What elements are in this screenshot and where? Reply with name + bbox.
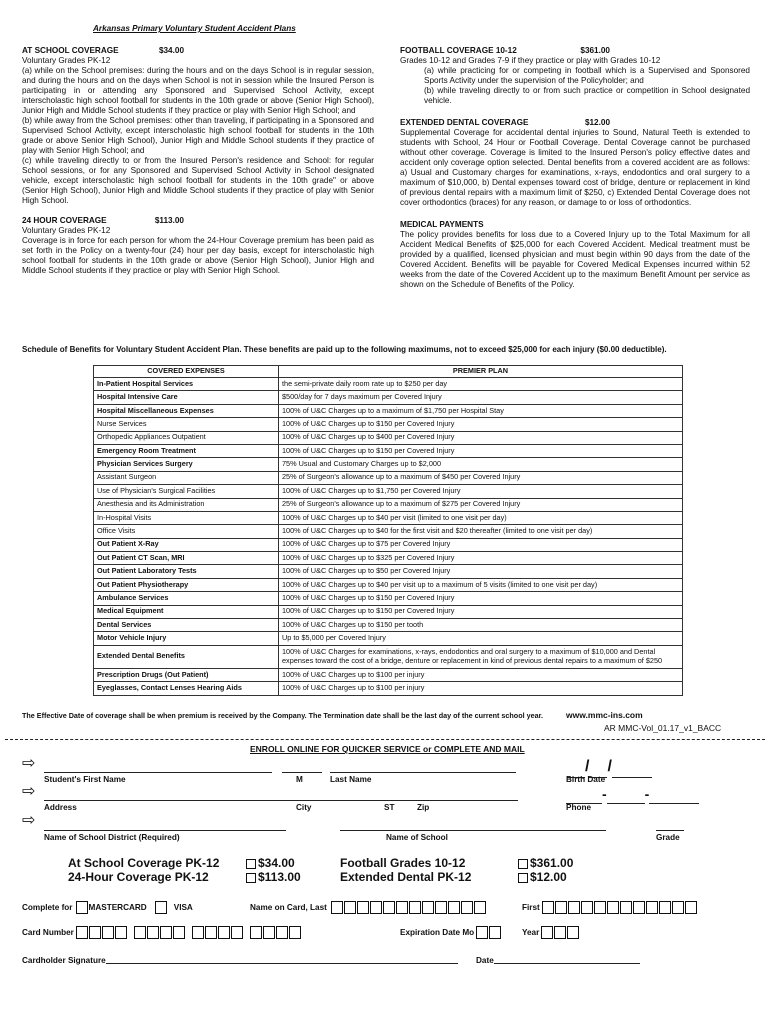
- covered-expense-cell: Nurse Services: [94, 418, 279, 431]
- dental-option-price: $12.00: [530, 869, 567, 884]
- covered-expense-cell: Hospital Intensive Care: [94, 391, 279, 404]
- school-coverage-sub: Voluntary Grades PK-12: [22, 56, 111, 65]
- card-last-name-boxes[interactable]: [331, 901, 487, 914]
- exp-year-row: [522, 926, 580, 939]
- grade-field[interactable]: [656, 830, 684, 831]
- covered-expense-cell: Out Patient CT Scan, MRI: [94, 552, 279, 565]
- table-row: [94, 498, 683, 511]
- covered-expense-cell: Motor Vehicle Injury: [94, 632, 279, 645]
- table-header-expenses: COVERED EXPENSES: [94, 366, 279, 378]
- payment-type-row: [22, 901, 193, 914]
- signature-label: Cardholder Signature: [22, 956, 106, 965]
- signature-date-label: Date: [476, 956, 494, 965]
- character-box[interactable]: [461, 901, 473, 914]
- character-box[interactable]: [173, 926, 185, 939]
- first-name-field[interactable]: [44, 772, 272, 773]
- first-name-label: Student's First Name: [44, 775, 126, 784]
- plan-value-cell: Up to $5,000 per Covered Injury: [279, 632, 683, 645]
- covered-expense-cell: Office Visits: [94, 525, 279, 538]
- coverage-options-left: [68, 857, 219, 885]
- character-box[interactable]: [115, 926, 127, 939]
- character-box[interactable]: [685, 901, 697, 914]
- hour24-section: [22, 216, 374, 276]
- signature-row: [22, 956, 458, 966]
- plan-value-cell: 100% of U&C Charges up to $50 per Covered Injury: [279, 565, 683, 578]
- middle-initial-field[interactable]: [282, 772, 322, 773]
- left-column: [22, 46, 374, 282]
- middle-label: M: [296, 775, 303, 784]
- dental-price: $12.00: [584, 118, 610, 127]
- covered-expense-cell: Physician Services Surgery: [94, 458, 279, 471]
- character-box[interactable]: [607, 901, 619, 914]
- city-label: City: [296, 803, 312, 812]
- character-box[interactable]: [89, 926, 101, 939]
- plan-value-cell: 100% of U&C Charges up to $150 per Covered Injury: [279, 444, 683, 457]
- plan-value-cell: 100% of U&C Charges up to $400 per Covered Injury: [279, 431, 683, 444]
- table-row: [94, 391, 683, 404]
- plan-value-cell: 100% of U&C Charges up to $150 per Covered Injury: [279, 418, 683, 431]
- last-name-field[interactable]: [330, 772, 516, 773]
- character-box[interactable]: [231, 926, 243, 939]
- plan-value-cell: 100% of U&C Charges up to a maximum of $1,750 per Hospital Stay: [279, 404, 683, 417]
- table-row: [94, 471, 683, 484]
- table-row: [94, 538, 683, 551]
- mastercard-label: MASTERCARD: [88, 902, 147, 912]
- character-box[interactable]: [263, 926, 275, 939]
- covered-expense-cell: Out Patient Laboratory Tests: [94, 565, 279, 578]
- character-box[interactable]: [147, 926, 159, 939]
- covered-expense-cell: Out Patient Physiotherapy: [94, 578, 279, 591]
- plan-value-cell: 100% of U&C Charges up to $150 per tooth: [279, 619, 683, 632]
- benefits-table: [93, 365, 683, 696]
- covered-expense-cell: Extended Dental Benefits: [94, 645, 279, 668]
- cut-line: [5, 739, 765, 740]
- character-box[interactable]: [435, 901, 447, 914]
- school-option-checkbox[interactable]: [246, 859, 256, 869]
- date-separator: /: [607, 758, 612, 775]
- signature-field[interactable]: [106, 963, 458, 964]
- medical-heading: MEDICAL PAYMENTS: [400, 220, 484, 229]
- covered-expense-cell: Ambulance Services: [94, 592, 279, 605]
- character-box[interactable]: [646, 901, 658, 914]
- character-box[interactable]: [620, 901, 632, 914]
- table-row: [94, 525, 683, 538]
- character-box[interactable]: [76, 926, 88, 939]
- covered-expense-cell: Emergency Room Treatment: [94, 444, 279, 457]
- table-row: [94, 458, 683, 471]
- arrow-icon: ⇨: [22, 755, 36, 772]
- phone-separator: -: [644, 786, 650, 802]
- character-box[interactable]: [672, 901, 684, 914]
- school-name-field[interactable]: [340, 830, 606, 831]
- covered-expense-cell: Assistant Surgeon: [94, 471, 279, 484]
- character-box[interactable]: [542, 901, 554, 914]
- plan-value-cell: 100% of U&C Charges for examinations, x-rays, endodontics and oral surgery to a maximum of $10,000 and Dental expenses toward the cost of a bridge, denture or replacement in kind of previous dental repairs to a maximum of $250: [279, 645, 683, 668]
- character-box[interactable]: [289, 926, 301, 939]
- table-header-plan: PREMIER PLAN: [279, 366, 683, 378]
- district-field[interactable]: [44, 830, 286, 831]
- card-first-name-row: [522, 901, 698, 914]
- exp-year-box[interactable]: [554, 926, 566, 939]
- football-heading: FOOTBALL COVERAGE 10-12: [400, 46, 517, 55]
- plan-value-cell: 100% of U&C Charges up to $75 per Covered Injury: [279, 538, 683, 551]
- hour24-price: $113.00: [154, 216, 184, 225]
- exp-year-box[interactable]: [541, 926, 553, 939]
- effective-note: The Effective Date of coverage shall be when premium is received by the Company. The Termination date shall be the last day of the current school year.: [22, 711, 543, 720]
- benefits-table-body: [94, 378, 683, 696]
- table-row: [94, 668, 683, 681]
- dental-option-checkbox[interactable]: [518, 873, 528, 883]
- card-name-row: [250, 901, 487, 914]
- table-row: [94, 619, 683, 632]
- hour24-sub: Voluntary Grades PK-12: [22, 226, 111, 235]
- plan-value-cell: 100% of U&C Charges up to $325 per Covered Injury: [279, 552, 683, 565]
- hour-option-price: $113.00: [258, 869, 301, 884]
- visa-label: VISA: [173, 902, 193, 912]
- dental-option-label: Extended Dental PK-12: [340, 869, 472, 884]
- covered-expense-cell: Anesthesia and its Administration: [94, 498, 279, 511]
- school-coverage-section: [22, 46, 374, 206]
- table-row: [94, 592, 683, 605]
- plan-value-cell: 100% of U&C Charges up to $40 per visit up to a maximum of 5 visits (limited to one visit per day): [279, 578, 683, 591]
- plan-value-cell: 100% of U&C Charges up to $1,750 per Covered Injury: [279, 485, 683, 498]
- character-box[interactable]: [370, 901, 382, 914]
- school-coverage-b: (b) while away from the School premises: other than traveling, if participating in a Sponsored and Supervised School Activity, except interscholastic high school football for students in the 10th grade or above Senior High School), Junior High and Middle School students if they practice of play with Senior High School; and: [22, 116, 374, 155]
- plan-value-cell: 100% of U&C Charges up to $100 per injury: [279, 682, 683, 695]
- character-box[interactable]: [594, 901, 606, 914]
- covered-expense-cell: Use of Physician's Surgical Facilities: [94, 485, 279, 498]
- character-box[interactable]: [134, 926, 146, 939]
- exp-year-label: Year: [522, 927, 540, 937]
- card-number-row: [22, 926, 302, 939]
- covered-expense-cell: In-Patient Hospital Services: [94, 378, 279, 391]
- plan-value-cell: 100% of U&C Charges up to $40 for the first visit and $20 thereafter (limited to one visit per day): [279, 525, 683, 538]
- covered-expense-cell: Hospital Miscellaneous Expenses: [94, 404, 279, 417]
- exp-month-box[interactable]: [476, 926, 488, 939]
- right-column: [400, 46, 750, 296]
- card-first-name-label: First: [522, 902, 540, 912]
- table-row: [94, 578, 683, 591]
- table-row: [94, 378, 683, 391]
- covered-expense-cell: Dental Services: [94, 619, 279, 632]
- hour-option-label: 24-Hour Coverage PK-12: [68, 869, 209, 884]
- school-option-label: At School Coverage PK-12: [68, 856, 220, 870]
- medical-section: [400, 220, 750, 290]
- football-sub: Grades 10-12 and Grades 7-9 if they practice or play with Grades 10-12: [400, 56, 661, 65]
- address-label: Address: [44, 803, 77, 812]
- character-box[interactable]: [102, 926, 114, 939]
- mastercard-checkbox[interactable]: [76, 901, 88, 914]
- table-row: [94, 632, 683, 645]
- visa-checkbox[interactable]: [155, 901, 167, 914]
- district-label: Name of School District (Required): [44, 833, 180, 842]
- football-b: (b) while traveling directly to or from such practice or competition in School designated vehicle.: [424, 86, 750, 105]
- character-box[interactable]: [160, 926, 172, 939]
- grade-label: Grade: [656, 833, 680, 842]
- signature-date-field[interactable]: [494, 963, 640, 964]
- table-row: [94, 682, 683, 695]
- school-option-price: $34.00: [258, 856, 295, 870]
- last-name-label: Last Name: [330, 775, 372, 784]
- school-name-label: Name of School: [386, 833, 448, 842]
- document-title: Arkansas Primary Voluntary Student Accident Plans: [93, 24, 296, 33]
- character-box[interactable]: [192, 926, 204, 939]
- table-row: [94, 431, 683, 444]
- dental-section: [400, 118, 750, 208]
- arrow-icon: ⇨: [22, 812, 36, 829]
- table-row: [94, 511, 683, 524]
- enroll-heading: ENROLL ONLINE FOR QUICKER SERVICE or COMPLETE AND MAIL: [250, 744, 525, 754]
- school-coverage-heading: AT SCHOOL COVERAGE: [22, 46, 119, 55]
- plan-value-cell: $500/day for 7 days maximum per Covered Injury: [279, 391, 683, 404]
- table-row: [94, 605, 683, 618]
- covered-expense-cell: Orthopedic Appliances Outpatient: [94, 431, 279, 444]
- character-box[interactable]: [409, 901, 421, 914]
- zip-label: Zip: [417, 803, 430, 812]
- character-box[interactable]: [205, 926, 217, 939]
- character-box[interactable]: [633, 901, 645, 914]
- covered-expense-cell: Eyeglasses, Contact Lenses Hearing Aids: [94, 682, 279, 695]
- coverage-prices-right: [518, 857, 573, 885]
- plan-value-cell: 100% of U&C Charges up to $100 per injury: [279, 668, 683, 681]
- address-field[interactable]: [44, 800, 518, 801]
- table-row: [94, 552, 683, 565]
- character-box[interactable]: [568, 901, 580, 914]
- character-box[interactable]: [250, 926, 262, 939]
- birth-date-label: Birth Date: [566, 775, 606, 784]
- phone-label: Phone: [566, 803, 592, 812]
- character-box[interactable]: [422, 901, 434, 914]
- school-coverage-price: $34.00: [158, 46, 184, 55]
- character-box[interactable]: [218, 926, 230, 939]
- table-row: [94, 444, 683, 457]
- football-option-price: $361.00: [530, 856, 574, 870]
- expiration-label: Expiration Date Mo: [400, 927, 475, 937]
- covered-expense-cell: Medical Equipment: [94, 605, 279, 618]
- coverage-prices-left: [246, 857, 301, 885]
- plan-value-cell: the semi-private daily room rate up to $250 per day: [279, 378, 683, 391]
- character-box[interactable]: [276, 926, 288, 939]
- medical-body: The policy provides benefits for loss due to a Covered Injury up to the Total Maximum for all Accident Medical Benefits of $25,000 for each Covered Accident. Medical treatment must be provided by a qualified, licensed physician and must begin within 90 days from the date of the Covered Accident. Benefits will be payable for Covered Medical Expenses incurred within 52 weeks from the date of the Covered Accident up to the maximum Benefit Amount per service as shown on the Schedule of Benefits of the Policy.: [400, 230, 750, 289]
- phone-field[interactable]: [566, 786, 699, 804]
- character-box[interactable]: [581, 901, 593, 914]
- character-box[interactable]: [474, 901, 486, 914]
- form-code: AR MMC-Vol_01.17_v1_BACC: [604, 723, 722, 733]
- table-row: [94, 565, 683, 578]
- character-box[interactable]: [448, 901, 460, 914]
- state-label: ST: [384, 803, 395, 812]
- covered-expense-cell: In-Hospital Visits: [94, 511, 279, 524]
- exp-year-box[interactable]: [567, 926, 579, 939]
- plan-value-cell: 100% of U&C Charges up to $150 per Covered Injury: [279, 605, 683, 618]
- exp-month-box[interactable]: [489, 926, 501, 939]
- covered-expense-cell: Out Patient X-Ray: [94, 538, 279, 551]
- arrow-icon: ⇨: [22, 783, 36, 800]
- dental-heading: EXTENDED DENTAL COVERAGE: [400, 118, 529, 127]
- schedule-heading: Schedule of Benefits for Voluntary Student Accident Plan. These benefits are paid up to the following maximums, not to exceed $25,000 for each injury ($0.00 deductible).: [22, 345, 667, 354]
- character-box[interactable]: [383, 901, 395, 914]
- plan-value-cell: 25% of Surgeon's allowance up to a maximum of $450 per Covered Injury: [279, 471, 683, 484]
- complete-for-label: Complete for: [22, 902, 73, 912]
- character-box[interactable]: [357, 901, 369, 914]
- card-last-name-label: Name on Card, Last: [250, 902, 327, 912]
- phone-separator: -: [602, 786, 607, 802]
- expiration-row: [400, 926, 502, 939]
- football-section: [400, 46, 750, 106]
- website-link[interactable]: www.mmc-ins.com: [566, 710, 643, 720]
- table-row: [94, 418, 683, 431]
- school-coverage-c: (c) while traveling directly to or from the Insured Person's residence and School: for regular School sessions, or for any Sponsored and Supervised School Activity in School designated vehicle, except interscholastic high school football for students in the 10th grade" or above (Senior High School), Junior High and Middle School students if they practice of play with Senior High School.: [22, 156, 374, 205]
- date-separator: /: [585, 758, 590, 775]
- table-row: [94, 485, 683, 498]
- football-option-label: Football Grades 10-12: [340, 856, 466, 870]
- football-option-checkbox[interactable]: [518, 859, 528, 869]
- hour24-heading: 24 HOUR COVERAGE: [22, 216, 107, 225]
- hour24-body: Coverage is in force for each person for whom the 24-Hour Coverage premium has been paid as set forth in the Policy on a twenty-four (24) hour per day basis, except for interscholastic high school football for students in the 10th grade or above (Senior High School), Junior High and Middle School students if they practice or play with Senior High School.: [22, 236, 374, 275]
- coverage-options-right: [340, 857, 471, 885]
- plan-value-cell: 100% of U&C Charges up to $150 per Covered Injury: [279, 592, 683, 605]
- date-row: [476, 956, 640, 966]
- covered-expense-cell: Prescription Drugs (Out Patient): [94, 668, 279, 681]
- character-box[interactable]: [344, 901, 356, 914]
- card-number-boxes[interactable]: [76, 926, 302, 939]
- character-box[interactable]: [331, 901, 343, 914]
- card-first-name-boxes[interactable]: [542, 901, 698, 914]
- plan-value-cell: 100% of U&C Charges up to $40 per visit (limited to one visit per day): [279, 511, 683, 524]
- hour-option-checkbox[interactable]: [246, 873, 256, 883]
- football-price: $361.00: [580, 46, 610, 55]
- character-box[interactable]: [555, 901, 567, 914]
- character-box[interactable]: [396, 901, 408, 914]
- table-row: [94, 404, 683, 417]
- character-box[interactable]: [659, 901, 671, 914]
- plan-value-cell: 75% Usual and Customary Charges up to $2,000: [279, 458, 683, 471]
- plan-value-cell: 25% of Surgeon's allowance up to a maximum of $275 per Covered Injury: [279, 498, 683, 511]
- dental-body: Supplemental Coverage for accidental dental injuries to Sound, Natural Teeth is extended to students with School, 24 Hour or Football Coverage. Dental Coverage cannot be purchased without other coverage. Coverage is limited to the Insured Person's policy effective dates and accident only coverage option selected. Dental benefits from a covered accident are as follows: a) Usual and Customary charges for examinations, x-rays, endodontics and oral surgery to a maximum of $10,000, b) Dental expenses toward cost of bridge, denture or replacement in kind of previous dental repairs with a maximum limit of $250, c) Extended Dental Coverage does not cover orthodontics (braces) for any reason, or damage to or loss of orthodontics.: [400, 128, 750, 207]
- table-row: [94, 645, 683, 668]
- school-coverage-a: (a) while on the School premises: during the hours and on the days School is in regular session, and during the hours and on the days when School is not in session while the Insured Person is participating in or attending any Sponsored and Supervised School Activity, except interscholastic high school football for students in the 10th grade or above (Senior High School), Junior High and Middle School students if they practice or play with Senior High School; and: [22, 66, 374, 115]
- football-a: (a) while practicing for or competing in football which is a Supervised and Sponsored Sports Activity under the supervision of the Policyholder; and: [424, 66, 750, 85]
- card-number-label: Card Number: [22, 927, 74, 937]
